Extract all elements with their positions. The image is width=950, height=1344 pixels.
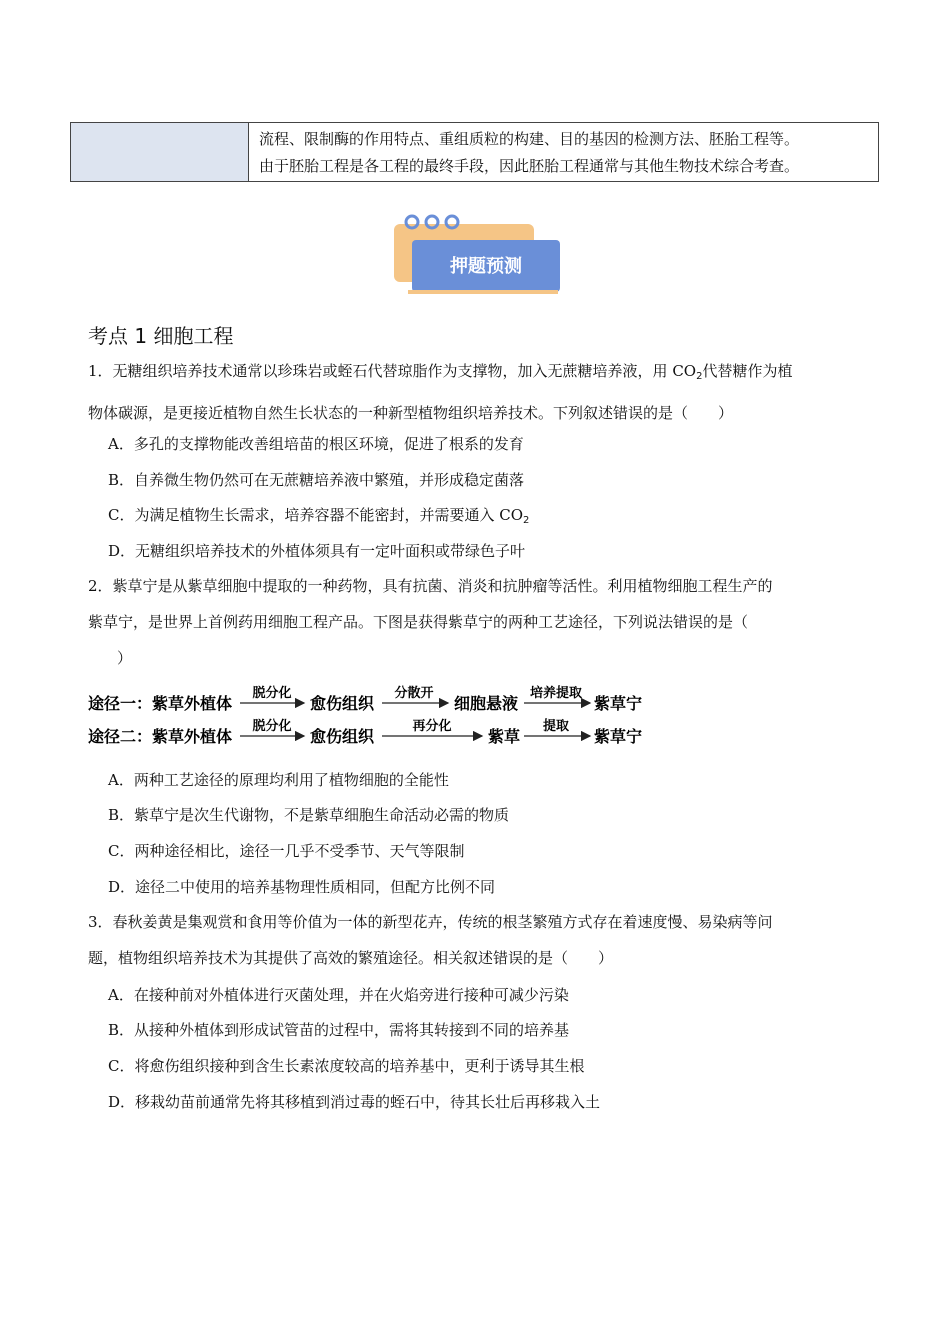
question-3 [88, 904, 868, 976]
q1-option-a: A．多孔的支撑物能改善组培苗的根区环境，促进了根系的发育 [108, 435, 524, 453]
summary-table [70, 122, 879, 182]
route1-arrow-1-label: 脱分化 [252, 686, 292, 701]
section-title: 考点 1 细胞工程 [88, 324, 234, 348]
banner-label: 押题预测 [450, 256, 522, 277]
q1-line-2: 物体碳源，是更接近植物自然生长状态的一种新型植物组织培养技术。下列叙述错误的是（ ） [88, 404, 734, 422]
q2-line-3: ） [102, 649, 133, 667]
table-cell-label [71, 123, 249, 181]
route2-arrow-1-label: 脱分化 [252, 719, 292, 734]
route1-step-1: 紫草外植体 [152, 694, 233, 713]
q1-line-1: 1．无糖组织培养技术通常以珍珠岩或蛭石代替琼脂作为支撑物，加入无蔗糖培养液，用 CO [88, 362, 697, 380]
route1-step-4: 紫草宁 [594, 694, 643, 713]
q3-option-d: D．移栽幼苗前通常先将其移植到消过毒的蛭石中，待其长壮后再移栽入土 [108, 1093, 601, 1111]
route2-step-2: 愈伤组织 [310, 727, 375, 746]
route2-step-4: 紫草宁 [594, 727, 643, 746]
q1-option-c-sub: 2 [523, 515, 530, 526]
route1-arrow-2-label: 分散开 [394, 686, 434, 701]
q3-line-1: 3．春秋姜黄是集观赏和食用等价值为一体的新型花卉，传统的根茎繁殖方式存在着速度慢、易染病等问 [88, 913, 773, 931]
section-banner [392, 210, 562, 300]
q1-option-c-text: C．为满足植物生长需求，培养容器不能密封，并需要通入 CO [108, 506, 524, 524]
q1-option-d: D．无糖组织培养技术的外植体须具有一定叶面积或带绿色子叶 [108, 542, 526, 560]
q2-line-1: 2．紫草宁是从紫草细胞中提取的一种药物，具有抗菌、消炎和抗肿瘤等活性。利用植物细胞工程生产的 [88, 577, 773, 595]
q1-option-b: B．自养微生物仍然可在无蔗糖培养液中繁殖，并形成稳定菌落 [108, 471, 525, 489]
route1-step-3: 细胞悬液 [454, 694, 519, 713]
q2-option-a: A．两种工艺途径的原理均利用了植物细胞的全能性 [108, 771, 449, 789]
q3-option-c: C．将愈伤组织接种到含生长素浓度较高的培养基中，更利于诱导其生根 [108, 1057, 585, 1075]
q3-line-2: 题，植物组织培养技术为其提供了高效的繁殖途径。相关叙述错误的是（ ） [88, 949, 614, 967]
q3-option-a: A．在接种前对外植体进行灭菌处理，并在火焰旁进行接种可减少污染 [108, 986, 569, 1004]
route2-label: 途径二： [88, 727, 153, 746]
q1-line-1b: 代替糖作为植 [702, 362, 793, 380]
table-cell-content [249, 123, 878, 181]
table-line-1: 流程、限制酶的作用特点、重组质粒的构建、目的基因的检测方法、胚胎工程等。 [259, 130, 800, 148]
table-line-2: 由于胚胎工程是各工程的最终手段，因此胚胎工程通常与其他生物技术综合考查。 [259, 157, 800, 175]
banner-underline [408, 290, 558, 294]
route1-label: 途径一： [88, 694, 153, 713]
q2-option-d: D．途径二中使用的培养基物理性质相同，但配方比例不同 [108, 878, 496, 896]
q3-option-b: B．从接种外植体到形成试管苗的过程中，需将其转接到不同的培养基 [108, 1021, 570, 1039]
route2-step-1: 紫草外植体 [152, 727, 233, 746]
route2-step-3: 紫草 [488, 727, 521, 746]
route2-arrow-3-label: 提取 [542, 719, 570, 734]
route2-arrow-2-label: 再分化 [412, 719, 452, 734]
q2-option-b: B．紫草宁是次生代谢物，不是紫草细胞生命活动必需的物质 [108, 806, 510, 824]
question-2 [88, 568, 868, 676]
q2-option-c: C．两种途径相比，途径一几乎不受季节、天气等限制 [108, 842, 465, 860]
process-flow-diagram [88, 684, 668, 754]
route1-arrow-3-label: 培养提取 [529, 686, 583, 701]
route1-step-2: 愈伤组织 [310, 694, 375, 713]
question-1 [88, 353, 868, 431]
q1-sub: 2 [696, 371, 703, 382]
q1-option-c [108, 505, 529, 531]
q2-line-2: 紫草宁，是世界上首例药用细胞工程产品。下图是获得紫草宁的两种工艺途径，下列说法错误的是（ [88, 613, 749, 631]
